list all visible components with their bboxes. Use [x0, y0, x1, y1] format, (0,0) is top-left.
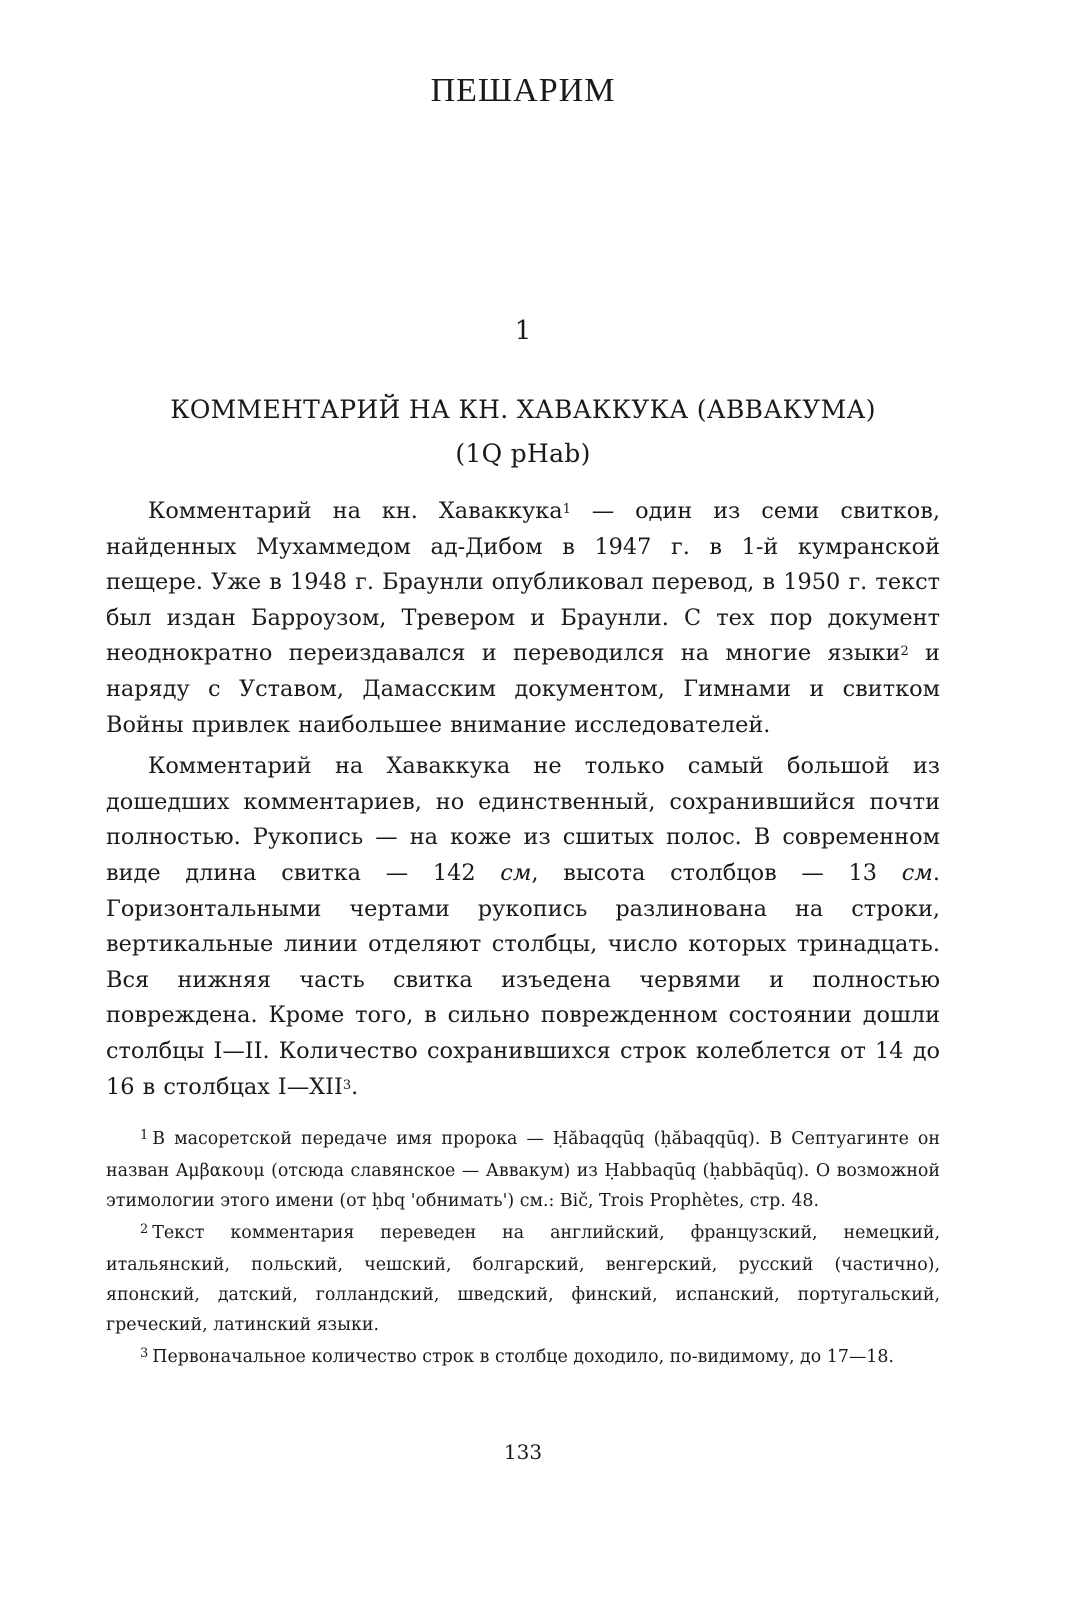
footnote-3-number: 3 [140, 1346, 149, 1361]
running-head: ПЕШАРИМ [430, 72, 616, 109]
section-number: 1 [514, 316, 532, 346]
footnote-ref-1: 1 [562, 502, 571, 517]
paragraph-1 [106, 494, 940, 743]
section-title-line-2: (1Q pHab) [455, 439, 591, 468]
footnote-1-text: В масоретской передаче имя пророка — Ḥăbaqqūq (ḥăbaqqūq). В Септуагинте он назван Αμβακουμ (отсюда славянское — Аввакум) из Ḥabbaqūq (ḥabbāqūq). О возможной этимологии этого имени (от ḥbq 'обнимать') см.: Bič, Trois Prophètes, стр. 48. [106, 1129, 940, 1211]
paragraph-1-text-c: и наряду с Уставом, Дамасским документом, Гимнами и свитком Войны привлек наибольшее внимание исследователей. [106, 640, 940, 738]
paragraph-2-text-a: Комментарий на Хаваккука не только самый большой из дошедших комментариев, но единственный, сохранившийся почти полностью. Рукопись — на коже из сшитых полос. В современном виде длина свитка — 142 [106, 753, 940, 886]
unit-cm-2: см [901, 859, 933, 886]
footnotes [106, 1124, 940, 1374]
paragraph-2 [106, 749, 940, 1105]
paragraph-1-text-b: — один из семи свитков, найденных Мухаммедом ад-Дибом в 1947 г. в 1-й кумранской пещере. Уже в 1948 г. Браунли опубликовал перевод, в 1950 г. текст был издан Барроузом, Тревером и Браунли. С тех пор документ неоднократно переиздавался и переводился на многие языки [106, 498, 940, 667]
paragraph-2-text-c: . Горизонтальными чертами рукопись разлинована на строки, вертикальные линии отделяют столбцы, число которых тринадцать. Вся нижняя часть свитка изъедена червями и полностью повреждена. Кроме того, в сильно поврежденном состоянии дошли столбцы I—II. Количество сохранившихся строк колеблется от 14 до 16 в столбцах I—XII [106, 859, 940, 1100]
unit-cm-1: см [500, 859, 532, 886]
paragraph-1-text-a: Комментарий на кн. Хаваккука [148, 498, 563, 524]
book-page [106, 0, 940, 1600]
paragraph-2-text-d: . [351, 1073, 359, 1100]
footnote-3 [106, 1342, 940, 1374]
page-number: 133 [503, 1440, 543, 1464]
footnote-2-text: Текст комментария переведен на английский, французский, немецкий, итальянский, польский, чешский, болгарский, венгерский, русский (частично), японский, датский, голландский, шведский, финский, испанский, португальский, греческий, латинский языки. [106, 1223, 940, 1335]
body-text [106, 494, 940, 1105]
footnote-1 [106, 1124, 940, 1216]
footnote-2-number: 2 [140, 1222, 149, 1237]
footnote-1-number: 1 [140, 1128, 149, 1143]
footnote-3-text: Первоначальное количество строк в столбце доходило, по-видимому, до 17—18. [152, 1347, 894, 1367]
section-title-line-1: КОММЕНТАРИЙ НА КН. ХАВАККУКА (АВВАКУМА) [170, 395, 876, 424]
paragraph-2-text-b: , высота столбцов — 13 [531, 859, 902, 886]
footnote-2 [106, 1218, 940, 1340]
footnote-ref-3: 3 [342, 1077, 352, 1093]
footnote-ref-2: 2 [900, 644, 909, 660]
section-title [106, 388, 940, 476]
